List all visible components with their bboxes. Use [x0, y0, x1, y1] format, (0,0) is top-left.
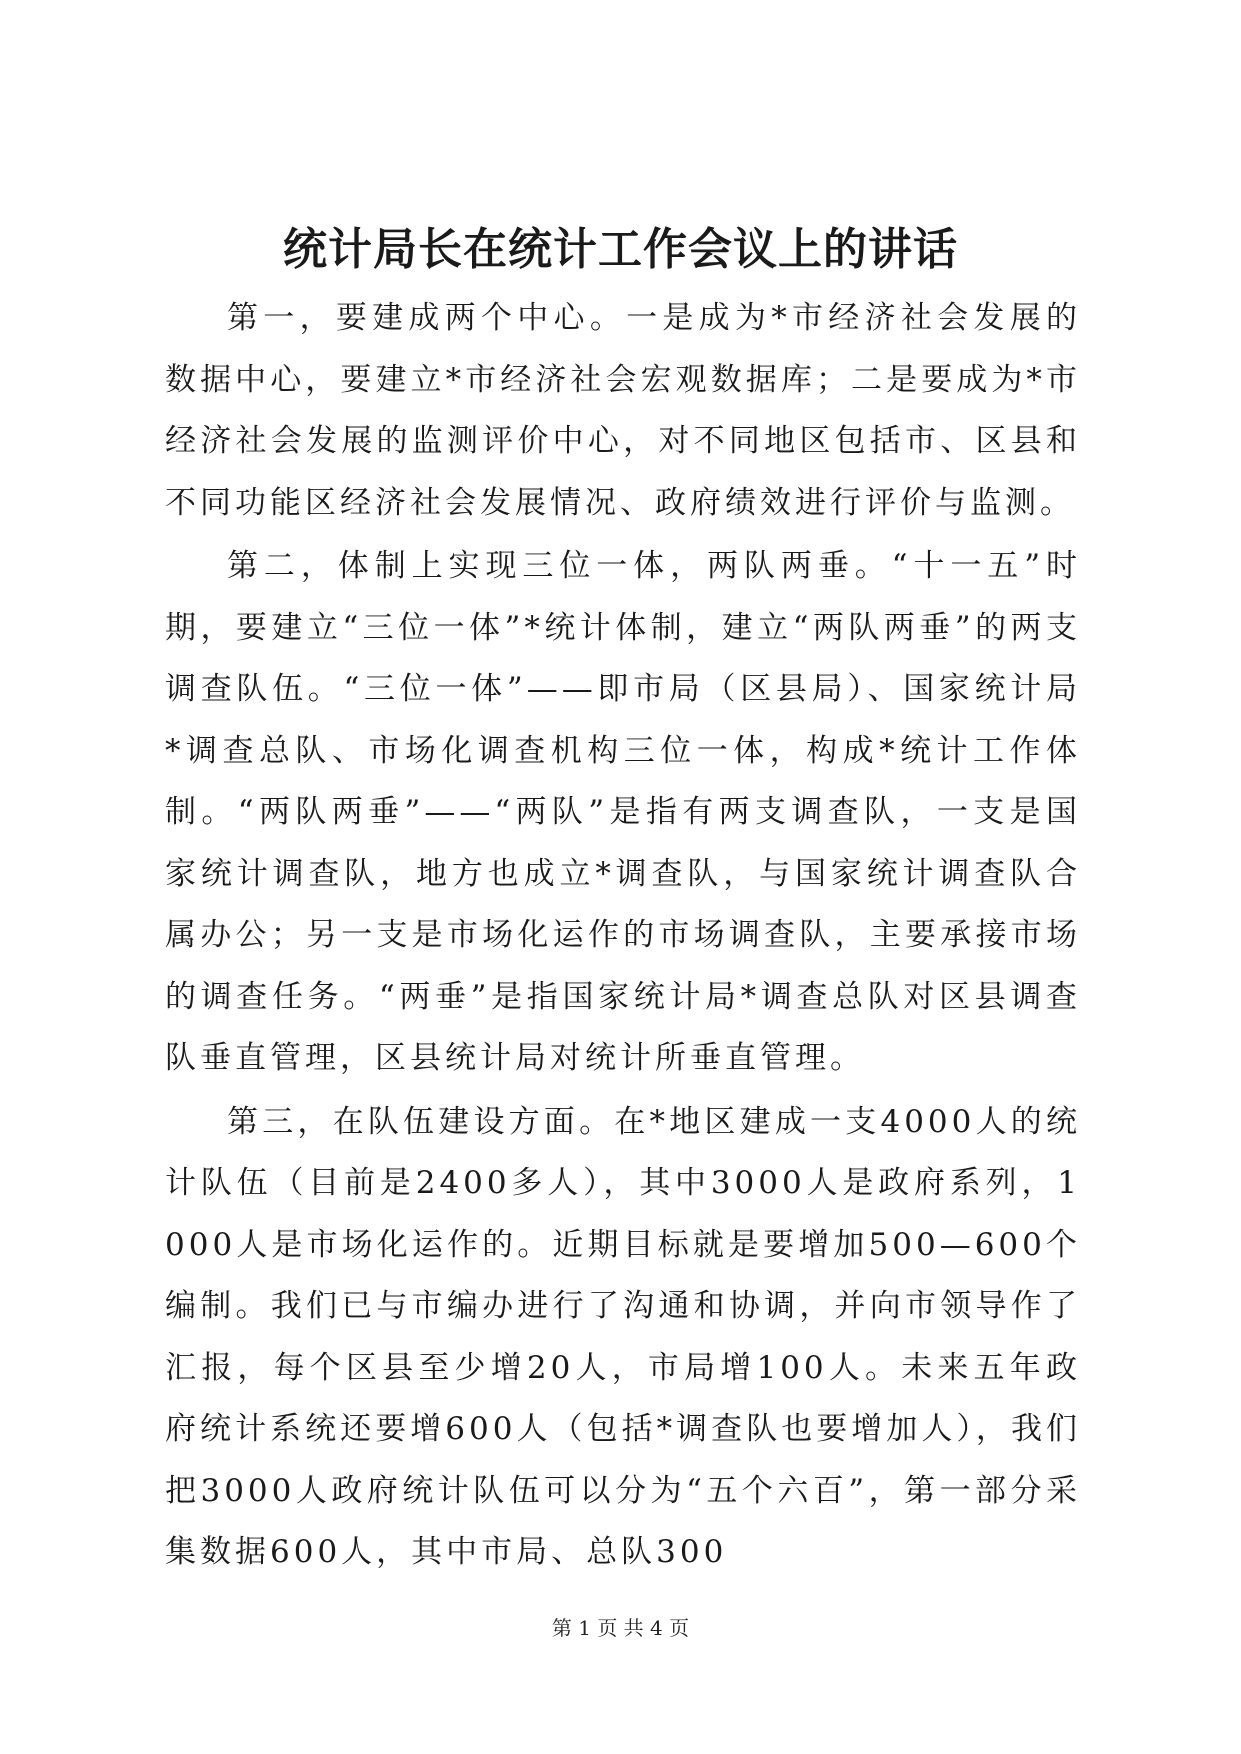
document-body	[165, 288, 1081, 1584]
paragraph-3: 第三，在队伍建设方面。在*地区建成一支4000人的统计队伍（目前是2400多人），其中3000人是政府系列，1000人是市场化运作的。近期目标就是要增加500—600个编制。我们已与市编办进行了沟通和协调，并向市领导作了汇报，每个区县至少增20人，市局增100人。未来五年政府统计系统还要增600人（包括*调查队也要增加人），我们把3000人政府统计队伍可以分为“五个六百”，第一部分采集数据600人，其中市局、总队300	[165, 1103, 1081, 1570]
document-title: 统计局长在统计工作会议上的讲话	[283, 224, 958, 275]
paragraph-2: 第二，体制上实现三位一体，两队两垂。“十一五”时期，要建立“三位一体”*统计体制，建立“两队两垂”的两支调查队伍。“三位一体”——即市局（区县局）、国家统计局*调查总队、市场化调查机构三位一体，构成*统计工作体制。“两队两垂”——“两队”是指有两支调查队，一支是国家统计调查队，地方也成立*调查队，与国家统计调查队合属办公；另一支是市场化运作的市场调查队，主要承接市场的调查任务。“两垂”是指国家统计局*调查总队对区县调查队垂直管理，区县统计局对统计所垂直管理。	[165, 548, 1081, 1076]
paragraph-1: 第一，要建成两个中心。一是成为*市经济社会发展的数据中心，要建立*市经济社会宏观数据库；二是要成为*市经济社会发展的监测评价中心，对不同地区包括市、区县和不同功能区经济社会发展情况、政府绩效进行评价与监测。	[165, 300, 1081, 521]
page-number-footer: 第 1 页 共 4 页	[551, 1616, 690, 1640]
